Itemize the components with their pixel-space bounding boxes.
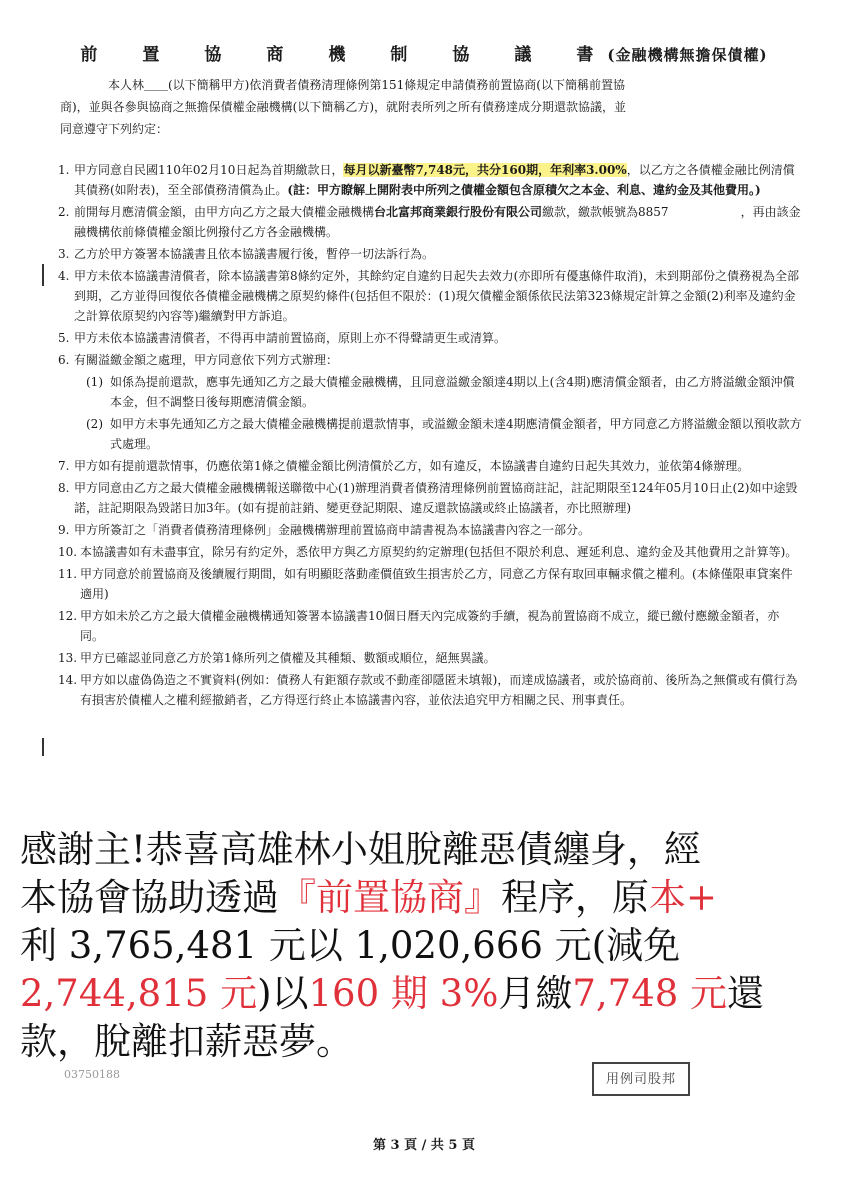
banner-line-4: 2,744,815 元)以160 期 3%月繳7,748 元還 bbox=[20, 972, 765, 1015]
clause-12: 12. 甲方如未於乙方之最大債權金融機構通知簽署本協議書10個日曆天內完成簽約手續，視為前置協商不成立，縱已繳付應繳金額者，亦同。 bbox=[58, 609, 780, 643]
testimonial-banner bbox=[0, 822, 848, 1067]
clause-3: 3. 乙方於甲方簽署本協議書且依本協議書履行後，暫停一切法訴行為。 bbox=[58, 247, 435, 261]
intro-line: 同意遵守下列約定： bbox=[60, 122, 169, 136]
clause-2: 2. 前開每月應清償金額，由甲方向乙方之最大債權金融機構台北富邦商業銀行股份有限公司繳款，繳款帳號為8857 ，再由該金融機構依前條債權金額比例撥付乙方各金融機構。 bbox=[58, 205, 801, 239]
faint-account-number: 03750188 bbox=[64, 1068, 120, 1081]
clause-list bbox=[58, 160, 803, 712]
clause-8: 8. 甲方同意由乙方之最大債權金融機構報送聯徵中心(1)辦理消費者債務清理條例前置協商註記，註記期限至124年05月10日止(2)如中途毀諾，註記期限為毀諾日加3年。(如有提前註銷、變更登記期限、違反還款協議或終止協議者，亦比照辦理) bbox=[58, 481, 798, 515]
banner-line-5: 款，脫離扣薪惡夢。 bbox=[20, 1020, 353, 1063]
title-sub: (金融機構無擔保債權) bbox=[607, 46, 768, 64]
clause-6-sub-1: (1) 如係為提前還款，應事先通知乙方之最大債權金融機構，且同意溢繳金額達4期以上(含4期)應清償金額者，由乙方將溢繳金額沖償本金，但不調整日後每期應清償金額。 bbox=[86, 375, 795, 409]
banner-line-1: 感謝主!恭喜高雄林小姐脫離惡債纏身，經 bbox=[20, 828, 701, 871]
margin-mark bbox=[42, 264, 44, 286]
clause-7: 7. 甲方如有提前還款情事，仍應依第1條之債權金額比例清償於乙方，如有違反，本協議書自違約日起失其效力，並依第4條辦理。 bbox=[58, 459, 750, 473]
clause-6-sub-2: (2) 如甲方未事先通知乙方之最大債權金融機構提前還款情事，或溢繳金額未達4期應清償金額者，甲方同意乙方將溢繳金額以預收款方式處理。 bbox=[86, 417, 802, 451]
intro-line: 本人林＿＿(以下簡稱甲方)依消費者債務清理條例第151條規定申請債務前置協商(以下簡稱前置協 bbox=[108, 78, 625, 92]
title-main: 前 置 協 商 機 制 協 議 書 bbox=[80, 45, 608, 65]
bank-name: 台北富邦商業銀行股份有限公司 bbox=[374, 205, 543, 219]
intro-line: 商)，並與各參與協商之無擔保債權金融機構(以下簡稱乙方)，就附表所列之所有債務達成分期還款協議，並 bbox=[60, 100, 627, 114]
intro-paragraph bbox=[60, 74, 800, 140]
clause-5: 5. 甲方未依本協議書清償者，不得再申請前置協商，原則上亦不得聲請更生或清算。 bbox=[58, 331, 507, 345]
clause-9: 9. 甲方所簽訂之「消費者債務清理條例」金融機構辦理前置協商申請書視為本協議書內容之一部分。 bbox=[58, 523, 591, 537]
clause-4: 4. 甲方未依本協議書清償者，除本協議書第8條約定外，其餘約定自違約日起失去效力(亦即所有優惠條件取消)，未到期部份之債務視為全部到期，乙方並得回復依各債權金融機構之原契約條件(包括但不限於：(1)現欠債權金額係依民法第323條規定計算之金額(2)利率及違約金之計算依原契約內容等)繼續對甲方訴追。 bbox=[58, 269, 800, 323]
banner-line-3: 利 3,765,481 元以 1,020,666 元(減免 bbox=[20, 924, 681, 967]
document-title bbox=[0, 40, 848, 65]
clause-6: 6. 有關溢繳金額之處理，甲方同意依下列方式辦理： bbox=[58, 353, 339, 367]
page-number: 第 3 頁 / 共 5 頁 bbox=[373, 1138, 475, 1153]
clause-10: 10. 本協議書如有未盡事宜，除另有約定外，悉依甲方與乙方原契約約定辦理(包括但不限於利息、遲延利息、違約金及其他費用之計算等)。 bbox=[58, 545, 798, 559]
clause-11: 11. 甲方同意於前置協商及後續履行期間，如有明顯貶落動產價值致生損害於乙方，同意乙方保有取回車輛求償之權利。(本條僅限車貸案件適用) bbox=[58, 567, 793, 601]
clause-13: 13. 甲方已確認並同意乙方於第1條所列之債權及其種類、數額或順位，絕無異議。 bbox=[58, 651, 496, 665]
clause-14: 14. 甲方如以虛偽偽造之不實資料(例如：債務人有鉅額存款或不動產卻隱匿未填報)，而達成協議者，或於協商前、後所為之無償或有償行為有損害於債權人之權利經撤銷者，乙方得逕行終止本協議書內容，並依法追究甲方相關之民、刑事責任。 bbox=[58, 673, 798, 707]
clause-1: 1. 甲方同意自民國110年02月10日起為首期繳款日，每月以新臺幣7,748元，共分160期，年利率3.00%，以乙方之各債權金融比例清償其債務(如附表)，至全部債務清償為止。(註：甲方瞭解上開附表中所列之債權金額包含原積欠之本金、利息、違約金及其他費用。) bbox=[58, 163, 795, 197]
banner-line-2: 本協會協助透過『前置協商』程序，原本+ bbox=[20, 876, 718, 919]
seal-stamp: 用例司股邦 bbox=[592, 1062, 690, 1096]
margin-mark bbox=[42, 738, 44, 756]
highlighted-terms: 每月以新臺幣7,748元，共分160期，年利率3.00% bbox=[343, 163, 627, 177]
